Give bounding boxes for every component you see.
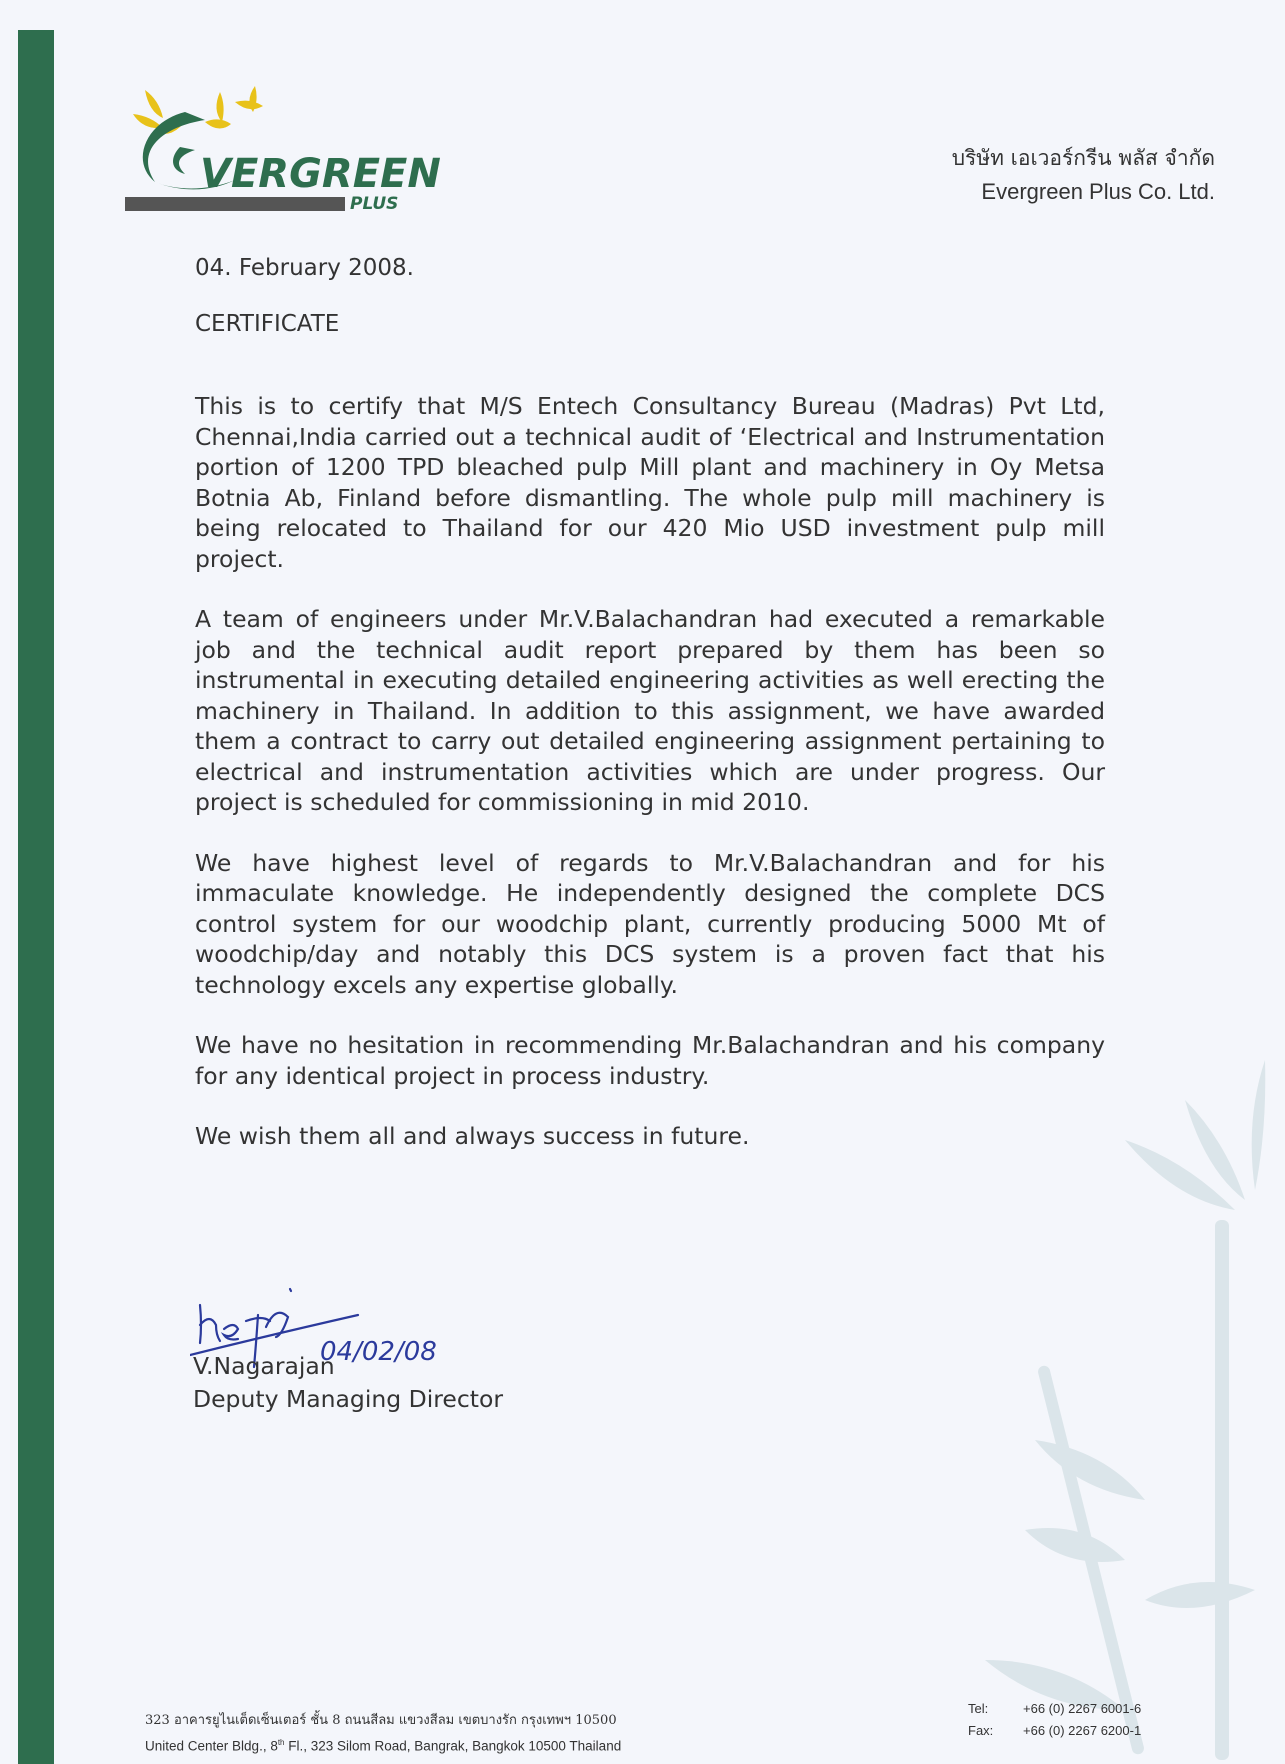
logo-wordmark: VERGREEN — [200, 151, 441, 197]
paragraph-5: We wish them all and always success in future. — [195, 1122, 750, 1150]
letter-title: CERTIFICATE — [195, 311, 340, 337]
footer-address-thai: 323 อาคารยูไนเต็ดเซ็นเตอร์ ชั้น 8 ถนนสีลม แขวงสีลม เขตบางรัก กรุงเทพฯ 10500 — [145, 1713, 617, 1728]
footer-address-english: United Center Bldg., 8th Fl., 323 Silom Road, Bangrak, Bangkok 10500 Thailand — [145, 1738, 622, 1754]
footer-address — [145, 1710, 621, 1758]
paragraph-2: A team of engineers under Mr.V.Balachandran had executed a remarkable job and the technical audit report prepared by them has been so instrumental in executing detailed engineering activities as well erecting the machinery in Thailand. In addition to this assignment, we have awarded them a contract to carry out detailed engineering assignment pertaining to electrical and instrumentation activities which are under progress. Our project is scheduled for commissioning in mid 2010. — [195, 605, 1105, 816]
evergreen-plus-logo — [125, 72, 465, 222]
footer-tel: Tel: +66 (0) 2267 6001-6 — [968, 1701, 1142, 1716]
logo-subtext: PLUS — [350, 194, 399, 214]
paragraph-4: We have no hesitation in recommending Mr.Balachandran and his company for any identical project in process industry. — [195, 1031, 1105, 1090]
company-name-block — [952, 142, 1215, 205]
signer-position: Deputy Managing Director — [193, 1385, 504, 1413]
letter-date: 04. February 2008. — [195, 255, 414, 281]
footer-contact — [968, 1698, 1141, 1742]
signature-date: 04/02/08 — [320, 1337, 437, 1367]
company-name-english: Evergreen Plus Co. Ltd. — [981, 179, 1215, 204]
signer-block — [193, 1350, 503, 1416]
company-name-thai: บริษัท เอเวอร์กรีน พลัส จำกัด — [951, 146, 1215, 170]
letter-body — [195, 255, 1105, 1182]
paragraph-1: This is to certify that M/S Entech Consultancy Bureau (Madras) Pvt Ltd, Chennai,India carried out a technical audit of ‘Electrical and Instrumentation portion of 1200 TPD bleached pulp Mill plant and machinery in Oy Metsa Botnia Ab, Finland before dismantling. The whole pulp mill machinery is being relocated to Thailand for our 420 Mio USD investment pulp mill project. — [195, 392, 1105, 573]
left-green-bar — [18, 30, 54, 1764]
bamboo-leaves-icon — [133, 86, 263, 134]
paragraph-3: We have highest level of regards to Mr.V.Balachandran and for his immaculate knowledge. He independently designed the complete DCS control system for our woodchip plant, currently producing 5000 Mt of woodchip/day and notably this DCS system is a proven fact that his technology excels any expertise globally. — [195, 848, 1105, 999]
footer-fax: Fax: +66 (0) 2267 6200-1 — [968, 1723, 1142, 1738]
signer-name: V.Nagarajan — [193, 1352, 335, 1380]
